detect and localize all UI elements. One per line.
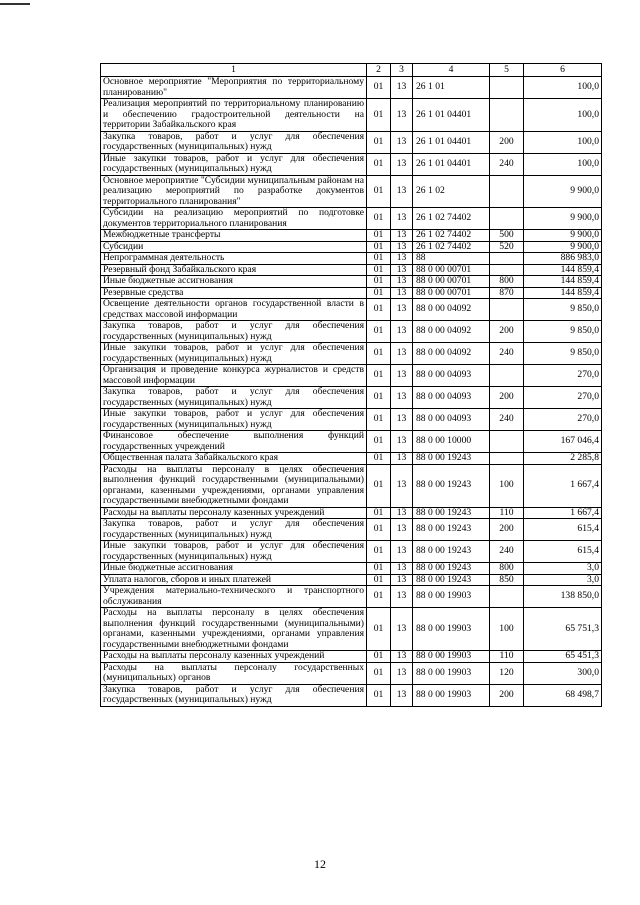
subsection-code-cell: 13	[391, 299, 413, 321]
header-cell-2: 2	[367, 64, 391, 77]
target-article-cell: 88 0 00 04093	[413, 365, 490, 387]
section-code-cell: 01	[367, 241, 391, 253]
amount-cell: 144 859,4	[524, 287, 602, 299]
amount-cell: 886 983,0	[524, 253, 602, 265]
section-code-cell: 01	[367, 175, 391, 208]
expense-type-cell: 800	[490, 563, 524, 575]
amount-cell: 2 285,8	[524, 453, 602, 465]
subsection-code-cell: 13	[391, 651, 413, 663]
amount-cell: 144 859,4	[524, 276, 602, 288]
table-row	[101, 131, 602, 153]
table-row	[101, 264, 602, 276]
expense-type-cell: 200	[490, 387, 524, 409]
section-code-cell: 01	[367, 519, 391, 541]
section-code-cell: 01	[367, 287, 391, 299]
subsection-code-cell: 13	[391, 563, 413, 575]
target-article-cell: 26 1 02 74402	[413, 230, 490, 242]
subsection-code-cell: 13	[391, 343, 413, 365]
header-cell-1: 1	[101, 64, 367, 77]
target-article-cell: 88 0 00 04093	[413, 387, 490, 409]
section-code-cell: 01	[367, 365, 391, 387]
item-name-cell: Иные бюджетные ассигнования	[101, 276, 367, 288]
subsection-code-cell: 13	[391, 431, 413, 453]
header-cell-3: 3	[391, 64, 413, 77]
item-name-cell: Расходы на выплаты персоналу казенных учреждений	[101, 651, 367, 663]
item-name-cell: Организация и проведение конкурса журналистов и средств массовой информации	[101, 365, 367, 387]
target-article-cell: 88 0 00 19243	[413, 574, 490, 586]
section-code-cell: 01	[367, 208, 391, 230]
amount-cell: 9 900,0	[524, 230, 602, 242]
item-name-cell: Непрограммная деятельность	[101, 253, 367, 265]
target-article-cell: 88 0 00 19243	[413, 464, 490, 507]
amount-cell: 9 850,0	[524, 321, 602, 343]
table-row	[101, 574, 602, 586]
amount-cell: 68 498,7	[524, 684, 602, 706]
item-name-cell: Закупка товаров, работ и услуг для обеспечения государственных (муниципальных) нужд	[101, 387, 367, 409]
section-code-cell: 01	[367, 153, 391, 175]
expense-type-cell	[490, 365, 524, 387]
target-article-cell: 88 0 00 04092	[413, 299, 490, 321]
section-code-cell: 01	[367, 264, 391, 276]
amount-cell: 65 751,3	[524, 608, 602, 651]
expense-type-cell	[490, 453, 524, 465]
expense-type-cell: 100	[490, 608, 524, 651]
expense-type-cell: 200	[490, 519, 524, 541]
table-row	[101, 343, 602, 365]
amount-cell: 270,0	[524, 409, 602, 431]
target-article-cell: 88 0 00 19903	[413, 586, 490, 608]
target-article-cell: 88 0 00 00701	[413, 287, 490, 299]
expense-type-cell	[490, 431, 524, 453]
target-article-cell: 88 0 00 19243	[413, 507, 490, 519]
target-article-cell: 26 1 01 04401	[413, 99, 490, 132]
section-code-cell: 01	[367, 299, 391, 321]
target-article-cell: 26 1 02	[413, 175, 490, 208]
table-row	[101, 387, 602, 409]
target-article-cell: 88 0 00 10000	[413, 431, 490, 453]
subsection-code-cell: 13	[391, 662, 413, 684]
subsection-code-cell: 13	[391, 241, 413, 253]
table-row	[101, 409, 602, 431]
subsection-code-cell: 13	[391, 208, 413, 230]
table-row	[101, 541, 602, 563]
subsection-code-cell: 13	[391, 276, 413, 288]
amount-cell: 9 850,0	[524, 343, 602, 365]
amount-cell: 1 667,4	[524, 464, 602, 507]
section-code-cell: 01	[367, 409, 391, 431]
subsection-code-cell: 13	[391, 684, 413, 706]
target-article-cell: 88 0 00 00701	[413, 276, 490, 288]
table-row	[101, 287, 602, 299]
target-article-cell: 88 0 00 19243	[413, 453, 490, 465]
target-article-cell: 26 1 01 04401	[413, 131, 490, 153]
item-name-cell: Финансовое обеспечение выполнения функций государственных учреждений	[101, 431, 367, 453]
header-cell-6: 6	[524, 64, 602, 77]
target-article-cell: 88 0 00 19243	[413, 541, 490, 563]
header-cell-5: 5	[490, 64, 524, 77]
target-article-cell: 26 1 02 74402	[413, 208, 490, 230]
expense-type-cell: 520	[490, 241, 524, 253]
subsection-code-cell: 13	[391, 264, 413, 276]
table-row	[101, 453, 602, 465]
expense-type-cell	[490, 99, 524, 132]
table-row	[101, 507, 602, 519]
table-row	[101, 563, 602, 575]
amount-cell: 615,4	[524, 519, 602, 541]
amount-cell: 65 451,3	[524, 651, 602, 663]
item-name-cell: Закупка товаров, работ и услуг для обеспечения государственных (муниципальных) нужд	[101, 684, 367, 706]
subsection-code-cell: 13	[391, 131, 413, 153]
table-row	[101, 208, 602, 230]
table-row	[101, 608, 602, 651]
item-name-cell: Расходы на выплаты персоналу в целях обеспечения выполнения функций государственными (муниципальными) органами, казенными учреждениями, органами управления государственными внебюджетными фондами	[101, 608, 367, 651]
item-name-cell: Иные закупки товаров, работ и услуг для обеспечения государственных (муниципальных) нужд	[101, 343, 367, 365]
table-row	[101, 365, 602, 387]
target-article-cell: 88 0 00 04092	[413, 321, 490, 343]
subsection-code-cell: 13	[391, 321, 413, 343]
corner-mark	[0, 3, 30, 5]
table-row	[101, 321, 602, 343]
item-name-cell: Расходы на выплаты персоналу казенных учреждений	[101, 507, 367, 519]
amount-cell: 167 046,4	[524, 431, 602, 453]
item-name-cell: Общественная палата Забайкальского края	[101, 453, 367, 465]
expense-type-cell: 120	[490, 662, 524, 684]
expense-type-cell: 240	[490, 153, 524, 175]
amount-cell: 9 900,0	[524, 175, 602, 208]
item-name-cell: Уплата налогов, сборов и иных платежей	[101, 574, 367, 586]
item-name-cell: Резервные средства	[101, 287, 367, 299]
table-row	[101, 253, 602, 265]
table-row	[101, 519, 602, 541]
page-number: 12	[314, 857, 326, 871]
expense-type-cell	[490, 77, 524, 99]
section-code-cell: 01	[367, 651, 391, 663]
subsection-code-cell: 13	[391, 586, 413, 608]
subsection-code-cell: 13	[391, 77, 413, 99]
table-row	[101, 662, 602, 684]
table-row	[101, 684, 602, 706]
item-name-cell: Субсидии на реализацию мероприятий по подготовке документов территориального планирования	[101, 208, 367, 230]
table-row	[101, 586, 602, 608]
amount-cell: 270,0	[524, 365, 602, 387]
item-name-cell: Иные закупки товаров, работ и услуг для обеспечения государственных (муниципальных) нужд	[101, 153, 367, 175]
item-name-cell: Расходы на выплаты персоналу в целях обеспечения выполнения функций государственными (муниципальными) органами, казенными учреждениями, органами управления государственными внебюджетными фондами	[101, 464, 367, 507]
subsection-code-cell: 13	[391, 153, 413, 175]
amount-cell: 138 850,0	[524, 586, 602, 608]
section-code-cell: 01	[367, 608, 391, 651]
target-article-cell: 26 1 02 74402	[413, 241, 490, 253]
expense-type-cell: 850	[490, 574, 524, 586]
table-row	[101, 651, 602, 663]
amount-cell: 3,0	[524, 574, 602, 586]
header-cell-4: 4	[413, 64, 490, 77]
target-article-cell: 88 0 00 19243	[413, 519, 490, 541]
amount-cell: 300,0	[524, 662, 602, 684]
section-code-cell: 01	[367, 131, 391, 153]
section-code-cell: 01	[367, 662, 391, 684]
amount-cell: 100,0	[524, 131, 602, 153]
target-article-cell: 88 0 00 04093	[413, 409, 490, 431]
target-article-cell: 88 0 00 19903	[413, 662, 490, 684]
section-code-cell: 01	[367, 586, 391, 608]
item-name-cell: Субсидии	[101, 241, 367, 253]
subsection-code-cell: 13	[391, 365, 413, 387]
amount-cell: 9 900,0	[524, 241, 602, 253]
item-name-cell: Иные бюджетные ассигнования	[101, 563, 367, 575]
subsection-code-cell: 13	[391, 541, 413, 563]
subsection-code-cell: 13	[391, 519, 413, 541]
amount-cell: 100,0	[524, 99, 602, 132]
section-code-cell: 01	[367, 453, 391, 465]
expense-type-cell: 870	[490, 287, 524, 299]
budget-table	[100, 63, 602, 707]
target-article-cell: 88 0 00 00701	[413, 264, 490, 276]
amount-cell: 9 900,0	[524, 208, 602, 230]
subsection-code-cell: 13	[391, 175, 413, 208]
section-code-cell: 01	[367, 321, 391, 343]
section-code-cell: 01	[367, 230, 391, 242]
section-code-cell: 01	[367, 276, 391, 288]
table-row	[101, 230, 602, 242]
amount-cell: 100,0	[524, 77, 602, 99]
section-code-cell: 01	[367, 387, 391, 409]
expense-type-cell: 110	[490, 651, 524, 663]
expense-type-cell	[490, 299, 524, 321]
subsection-code-cell: 13	[391, 287, 413, 299]
expense-type-cell: 200	[490, 131, 524, 153]
section-code-cell: 01	[367, 343, 391, 365]
expense-type-cell	[490, 264, 524, 276]
expense-type-cell	[490, 208, 524, 230]
subsection-code-cell: 13	[391, 99, 413, 132]
expense-type-cell	[490, 175, 524, 208]
section-code-cell: 01	[367, 431, 391, 453]
expense-type-cell: 200	[490, 684, 524, 706]
target-article-cell: 26 1 01 04401	[413, 153, 490, 175]
header-row	[101, 64, 602, 77]
expense-type-cell	[490, 586, 524, 608]
table-row	[101, 241, 602, 253]
amount-cell: 144 859,4	[524, 264, 602, 276]
section-code-cell: 01	[367, 541, 391, 563]
expense-type-cell: 200	[490, 321, 524, 343]
section-code-cell: 01	[367, 77, 391, 99]
target-article-cell: 88 0 00 19903	[413, 608, 490, 651]
section-code-cell: 01	[367, 574, 391, 586]
expense-type-cell: 240	[490, 409, 524, 431]
expense-type-cell	[490, 253, 524, 265]
section-code-cell: 01	[367, 563, 391, 575]
item-name-cell: Иные закупки товаров, работ и услуг для обеспечения государственных (муниципальных) нужд	[101, 409, 367, 431]
amount-cell: 1 667,4	[524, 507, 602, 519]
section-code-cell: 01	[367, 253, 391, 265]
table-row	[101, 464, 602, 507]
amount-cell: 615,4	[524, 541, 602, 563]
target-article-cell: 26 1 01	[413, 77, 490, 99]
item-name-cell: Учреждения материально-технического и транспортного обслуживания	[101, 586, 367, 608]
amount-cell: 270,0	[524, 387, 602, 409]
item-name-cell: Расходы на выплаты персоналу государственных (муниципальных) органов	[101, 662, 367, 684]
subsection-code-cell: 13	[391, 453, 413, 465]
section-code-cell: 01	[367, 464, 391, 507]
subsection-code-cell: 13	[391, 230, 413, 242]
table-row	[101, 299, 602, 321]
section-code-cell: 01	[367, 507, 391, 519]
table-body	[101, 64, 602, 707]
table-row	[101, 99, 602, 132]
subsection-code-cell: 13	[391, 574, 413, 586]
subsection-code-cell: 13	[391, 464, 413, 507]
expense-type-cell: 240	[490, 541, 524, 563]
subsection-code-cell: 13	[391, 387, 413, 409]
target-article-cell: 88 0 00 19903	[413, 684, 490, 706]
table-row	[101, 175, 602, 208]
subsection-code-cell: 13	[391, 507, 413, 519]
expense-type-cell: 100	[490, 464, 524, 507]
item-name-cell: Освещение деятельности органов государственной власти в средствах массовой информации	[101, 299, 367, 321]
table-row	[101, 276, 602, 288]
item-name-cell: Межбюджетные трансферты	[101, 230, 367, 242]
table-row	[101, 431, 602, 453]
section-code-cell: 01	[367, 99, 391, 132]
expense-type-cell: 110	[490, 507, 524, 519]
item-name-cell: Иные закупки товаров, работ и услуг для обеспечения государственных (муниципальных) нужд	[101, 541, 367, 563]
subsection-code-cell: 13	[391, 253, 413, 265]
expense-type-cell: 800	[490, 276, 524, 288]
item-name-cell: Закупка товаров, работ и услуг для обеспечения государственных (муниципальных) нужд	[101, 131, 367, 153]
amount-cell: 3,0	[524, 563, 602, 575]
target-article-cell: 88 0 00 19903	[413, 651, 490, 663]
item-name-cell: Основное мероприятие "Мероприятия по территориальному планированию"	[101, 77, 367, 99]
subsection-code-cell: 13	[391, 409, 413, 431]
section-code-cell: 01	[367, 684, 391, 706]
target-article-cell: 88 0 00 19243	[413, 563, 490, 575]
item-name-cell: Основное мероприятие "Субсидии муниципальным районам на реализацию мероприятий по разработке документов территориального планирования"	[101, 175, 367, 208]
expense-type-cell: 500	[490, 230, 524, 242]
table-row	[101, 153, 602, 175]
item-name-cell: Резервный фонд Забайкальского края	[101, 264, 367, 276]
target-article-cell: 88	[413, 253, 490, 265]
amount-cell: 100,0	[524, 153, 602, 175]
table-row	[101, 77, 602, 99]
item-name-cell: Закупка товаров, работ и услуг для обеспечения государственных (муниципальных) нужд	[101, 321, 367, 343]
item-name-cell: Закупка товаров, работ и услуг для обеспечения государственных (муниципальных) нужд	[101, 519, 367, 541]
expense-type-cell: 240	[490, 343, 524, 365]
amount-cell: 9 850,0	[524, 299, 602, 321]
item-name-cell: Реализация мероприятий по территориальному планированию и обеспечению градостроительной деятельности на территории Забайкальского края	[101, 99, 367, 132]
subsection-code-cell: 13	[391, 608, 413, 651]
target-article-cell: 88 0 00 04092	[413, 343, 490, 365]
